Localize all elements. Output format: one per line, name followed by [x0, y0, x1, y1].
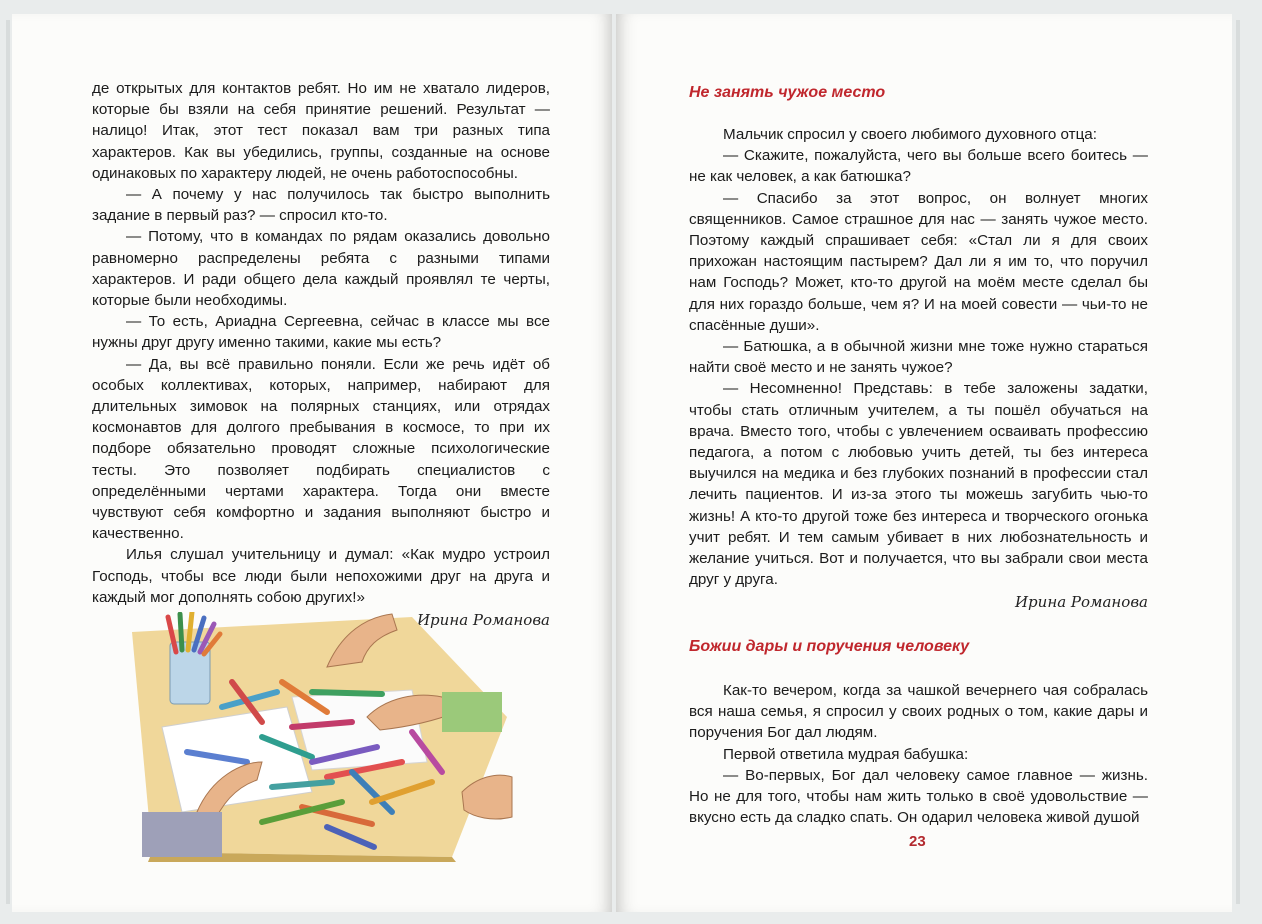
left-page-edge [6, 20, 10, 904]
pencils-illustration [112, 612, 522, 862]
story1-paragraph-2: — Скажите, пожалуйста, чего вы больше всего боитесь — не как человек, а как батюшка? [689, 147, 1148, 186]
story2-paragraph-2: Первой ответила мудрая бабушка: [723, 745, 969, 763]
left-page-text [92, 78, 550, 631]
story1-author: Ирина Романова [1014, 593, 1148, 612]
right-page-edge [1236, 20, 1240, 904]
story1-paragraph-3: — Спасибо за этот вопрос, он волнует многих священников. Самое страшное для нас — занять чужое место. Поэтому каждый спрашивает себя: «Стал ли я для своих прихожан настоящим пастырем? Дал ли я им то, что поручил нам Господь? Может, кто-то другой на моём месте сделал бы для них гораздо больше, чем я? И на моей совести — чьи-то не спасённые души». [689, 189, 1148, 334]
story2-paragraph-1: Как-то вечером, когда за чашкой вечернего чая собралась вся наша семья, я спросил у своих родных о том, какие дары и поручения Бог дал людям. [689, 682, 1148, 742]
left-author: Ирина Романова [416, 611, 550, 630]
sleeve-green [442, 692, 502, 732]
story1-text [689, 124, 1148, 614]
sleeve-grey [142, 812, 222, 857]
story2-text [689, 680, 1148, 828]
left-paragraph-6: Илья слушал учительницу и думал: «Как мудро устроил Господь, чтобы все люди были непохожими друг на друга и каждый мог дополнять собою других!» [92, 546, 550, 606]
left-paragraph-1: де открытых для контактов ребят. Но им не хватало лидеров, которые бы взяли на себя принятие решений. Результат — налицо! Итак, этот тест показал вам три разных типа характеров. Как вы убедились, группы, созданные на основе одинаковых по характеру людей, не очень работоспособны. [92, 80, 550, 182]
story-title-1: Не занять чужое место [689, 84, 886, 101]
left-paragraph-2: — А почему у нас получилось так быстро выполнить задание в первый раз? — спросил кто-то. [92, 186, 550, 225]
story-title-2: Божии дары и поручения человеку [689, 638, 970, 655]
page-number: 23 [909, 833, 926, 850]
left-paragraph-4: — То есть, Ариадна Сергеевна, сейчас в классе мы все нужны друг другу именно такими, какие мы есть? [92, 313, 550, 352]
story1-paragraph-1: Мальчик спросил у своего любимого духовного отца: [723, 126, 1097, 143]
story1-paragraph-5: — Несомненно! Представь: в тебе заложены задатки, чтобы стать отличным учителем, а ты пошёл обучаться на врача. Вместо того, чтобы с увлечением осваивать профессию педагога, а потом с любовью учить детей, ты без интереса выучился на медика и без глубоких познаний в профессии стал лечить пациентов. И из-за этого ты можешь загубить чью-то жизнь! А кто-то другой тоже без интереса и творческого огонька учит ребят. И тем самым убивает в них любознательность и желание учиться. Вот и получается, что вы забрали свои места друг у друга. [689, 380, 1148, 589]
story1-paragraph-4: — Батюшка, а в обычной жизни мне тоже нужно стараться найти своё место и не занять чужое? [689, 338, 1148, 377]
left-paragraph-3: — Потому, что в командах по рядам оказались довольно равномерно распределены ребята с разными типами характеров. И ради общего дела каждый проявлял те черты, которые были необходимы. [92, 228, 550, 310]
story2-paragraph-3: — Во-первых, Бог дал человеку самое главное — жизнь. Но не для того, чтобы нам жить только в своё удовольствие — вкусно есть да сладко спать. Он одарил человека живой душой [689, 766, 1148, 827]
left-paragraph-5: — Да, вы всё правильно поняли. Если же речь идёт об особых коллективах, которых, например, набирают для длительных зимовок на полярных станциях, или отрядах космонавтов для долгого пребывания в космосе, то при их подборе обязательно проводят сложные психологические тесты. Это позволяет подбирать специалистов с определёнными чертами характера. Тогда они вместе чувствуют себя комфортно и задания выполняют быстро и качественно. [92, 355, 550, 543]
